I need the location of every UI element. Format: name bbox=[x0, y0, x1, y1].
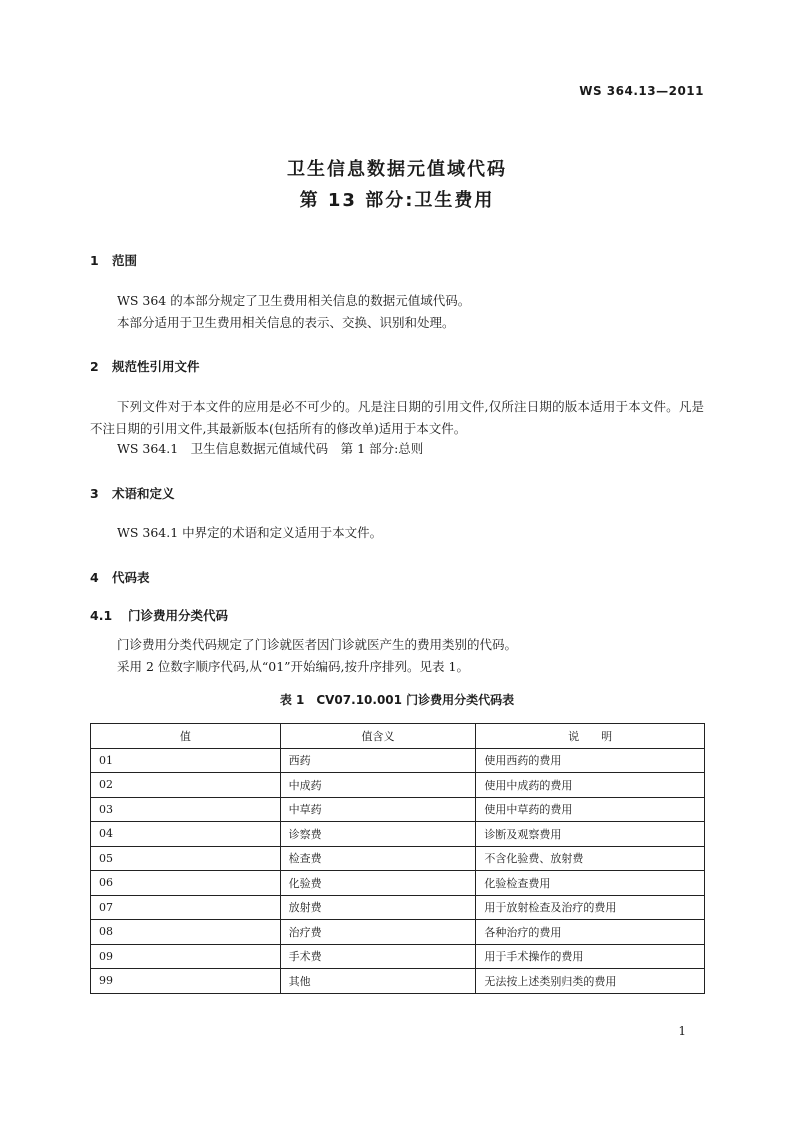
table-row bbox=[91, 773, 705, 798]
cell-meaning: 放射费 bbox=[280, 895, 476, 920]
section-1-heading bbox=[90, 251, 137, 269]
cell-meaning: 中成药 bbox=[280, 773, 476, 798]
cell-description: 用于放射检查及治疗的费用 bbox=[476, 895, 705, 920]
document-subtitle: 第 13 部分:卫生费用 bbox=[299, 190, 495, 211]
cell-value: 01 bbox=[91, 748, 281, 773]
section-title: 代码表 bbox=[112, 570, 150, 585]
table-row bbox=[91, 969, 705, 994]
section-3-paragraph-1: WS 364.1 中界定的术语和定义适用于本文件。 bbox=[117, 525, 383, 540]
table-header-row bbox=[91, 724, 705, 749]
section-title: 门诊费用分类代码 bbox=[128, 608, 229, 623]
cell-meaning: 化验费 bbox=[280, 871, 476, 896]
cell-meaning: 治疗费 bbox=[280, 920, 476, 945]
section-4-1-paragraph-2: 采用 2 位数字顺序代码,从“01”开始编码,按升序排列。见表 1。 bbox=[117, 659, 469, 674]
cell-value: 08 bbox=[91, 920, 281, 945]
cell-meaning: 检查费 bbox=[280, 846, 476, 871]
section-number: 1 bbox=[90, 253, 99, 268]
cell-description: 诊断及观察费用 bbox=[476, 822, 705, 847]
table-row bbox=[91, 920, 705, 945]
cell-value: 99 bbox=[91, 969, 281, 994]
cell-value: 09 bbox=[91, 944, 281, 969]
cell-value: 03 bbox=[91, 797, 281, 822]
section-2-paragraph-1: 下列文件对于本文件的应用是必不可少的。凡是注日期的引用文件,仅所注日期的版本适用于本文件。凡是不注日期的引用文件,其最新版本(包括所有的修改单)适用于本文件。 bbox=[90, 399, 704, 436]
section-title: 术语和定义 bbox=[112, 486, 175, 501]
cell-meaning: 中草药 bbox=[280, 797, 476, 822]
cell-description: 不含化验费、放射费 bbox=[476, 846, 705, 871]
section-number: 3 bbox=[90, 486, 99, 501]
header-meaning: 值含义 bbox=[280, 724, 476, 749]
cell-description: 使用西药的费用 bbox=[476, 748, 705, 773]
cell-description: 化验检查费用 bbox=[476, 871, 705, 896]
section-3-heading bbox=[90, 484, 175, 502]
cell-value: 02 bbox=[91, 773, 281, 798]
section-4-1-paragraph-1: 门诊费用分类代码规定了门诊就医者因门诊就医产生的费用类别的代码。 bbox=[117, 637, 518, 652]
cell-value: 06 bbox=[91, 871, 281, 896]
cell-value: 05 bbox=[91, 846, 281, 871]
cell-description: 使用中草药的费用 bbox=[476, 797, 705, 822]
cell-description: 使用中成药的费用 bbox=[476, 773, 705, 798]
table-row bbox=[91, 846, 705, 871]
header-value: 值 bbox=[91, 724, 281, 749]
section-4-1-heading bbox=[90, 606, 228, 624]
cell-description: 用于手术操作的费用 bbox=[476, 944, 705, 969]
document-title: 卫生信息数据元值域代码 bbox=[287, 159, 507, 180]
cell-description: 无法按上述类别归类的费用 bbox=[476, 969, 705, 994]
cell-meaning: 其他 bbox=[280, 969, 476, 994]
cell-meaning: 手术费 bbox=[280, 944, 476, 969]
section-1-paragraph-1: WS 364 的本部分规定了卫生费用相关信息的数据元值域代码。 bbox=[117, 293, 471, 308]
code-table bbox=[90, 723, 705, 994]
section-1-paragraph-2: 本部分适用于卫生费用相关信息的表示、交换、识别和处理。 bbox=[117, 315, 455, 330]
cell-meaning: 诊察费 bbox=[280, 822, 476, 847]
table-row bbox=[91, 748, 705, 773]
standard-number: WS 364.13—2011 bbox=[579, 84, 704, 98]
section-number: 2 bbox=[90, 359, 99, 374]
page-number: 1 bbox=[678, 1024, 686, 1038]
cell-value: 04 bbox=[91, 822, 281, 847]
section-number: 4 bbox=[90, 570, 99, 585]
cell-value: 07 bbox=[91, 895, 281, 920]
table-caption: 表 1 CV07.10.001 门诊费用分类代码表 bbox=[279, 693, 515, 707]
table-row bbox=[91, 871, 705, 896]
section-4-heading bbox=[90, 568, 150, 586]
section-2-heading bbox=[90, 357, 200, 375]
table-row bbox=[91, 797, 705, 822]
table-row bbox=[91, 822, 705, 847]
section-title: 范围 bbox=[112, 253, 138, 268]
cell-description: 各种治疗的费用 bbox=[476, 920, 705, 945]
section-2-reference: WS 364.1 卫生信息数据元值域代码 第 1 部分:总则 bbox=[117, 441, 424, 456]
cell-meaning: 西药 bbox=[280, 748, 476, 773]
header-description: 说 明 bbox=[476, 724, 705, 749]
table-row bbox=[91, 895, 705, 920]
section-title: 规范性引用文件 bbox=[112, 359, 200, 374]
table-row bbox=[91, 944, 705, 969]
section-number: 4.1 bbox=[90, 608, 113, 623]
